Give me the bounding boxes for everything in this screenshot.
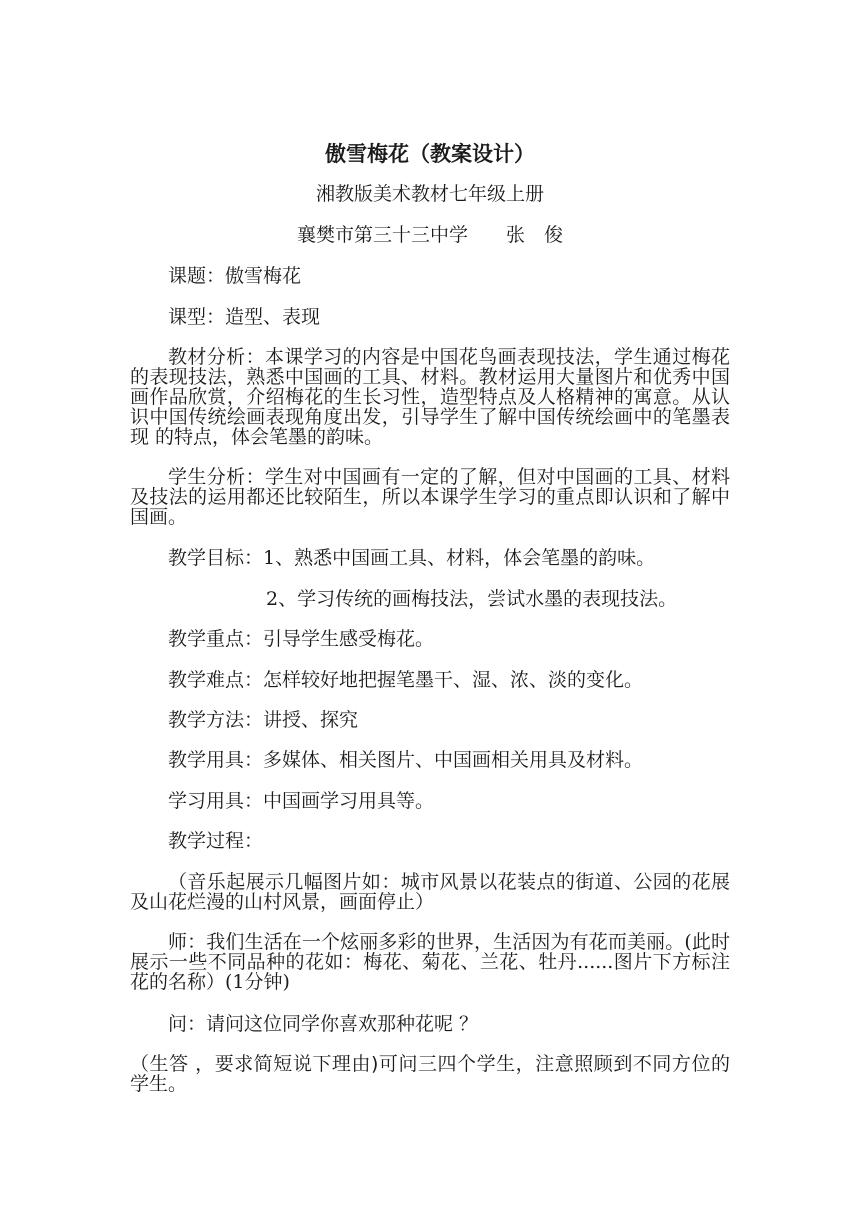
difficulty-line: 教学难点：怎样较好地把握笔墨干、湿、浓、淡的变化。 — [168, 669, 644, 691]
process-paragraph-4: （生答 ，要求简短说下理由)可问三四个学生，注意照顾到不同方位的学生。 — [130, 1053, 730, 1095]
student-analysis-paragraph: 学生分析：学生对中国画有一定的了解，但对中国画的工具、材料及技法的运用都还比较陌生，所以本课学生学习的重点即认识和了解中国画。 — [130, 466, 730, 528]
textbook-analysis-paragraph: 教材分析：本课学习的内容是中国花鸟画表现技法，学生通过梅花的表现技法，熟悉中国画的工具、材料。教材运用大量图片和优秀中国画作品欣赏，介绍梅花的生长习性，造型特点及人格精神的寓意。从认识中国传统绘画表现角度出发，引导学生了解中国传统绘画中的笔墨表现 的特点，体会笔墨的韵味。 — [130, 346, 730, 448]
teaching-tools-line: 教学用具：多媒体、相关图片、中国画相关用具及材料。 — [168, 749, 644, 771]
process-paragraph-2: 师：我们生活在一个炫丽多彩的世界，生活因为有花而美丽。(此时展示一些不同品种的花如：梅花、菊花、兰花、牡丹......图片下方标注花的名称）(1分钟) — [130, 931, 730, 993]
method-line: 教学方法：讲授、探究 — [168, 709, 359, 731]
process-paragraph-3: 问：请问这位同学你喜欢那种花呢 ？ — [168, 1013, 479, 1035]
lesson-type-line: 课型：造型、表现 — [168, 306, 321, 328]
teaching-goal-2: 2、学习传统的画梅技法，尝试水墨的表现技法。 — [266, 588, 678, 610]
learning-tools-line: 学习用具：中国画学习用具等。 — [168, 790, 435, 812]
teaching-goal-1: 教学目标：1、熟悉中国画工具、材料，体会笔墨的韵味。 — [168, 547, 656, 569]
key-point-line: 教学重点：引导学生感受梅花。 — [168, 628, 435, 650]
process-paragraph-1: （音乐起展示几幅图片如：城市风景以花装点的街道、公园的花展及山花烂漫的山村风景，画面停止） — [130, 871, 730, 913]
process-heading: 教学过程： — [168, 830, 264, 852]
topic-line: 课题：傲雪梅花 — [168, 265, 302, 287]
author-line: 襄樊市第三十三中学 张 俊 — [296, 224, 563, 246]
document-subtitle: 湘教版美术教材七年级上册 — [315, 183, 544, 205]
document-title: 傲雪梅花（教案设计） — [325, 141, 535, 166]
